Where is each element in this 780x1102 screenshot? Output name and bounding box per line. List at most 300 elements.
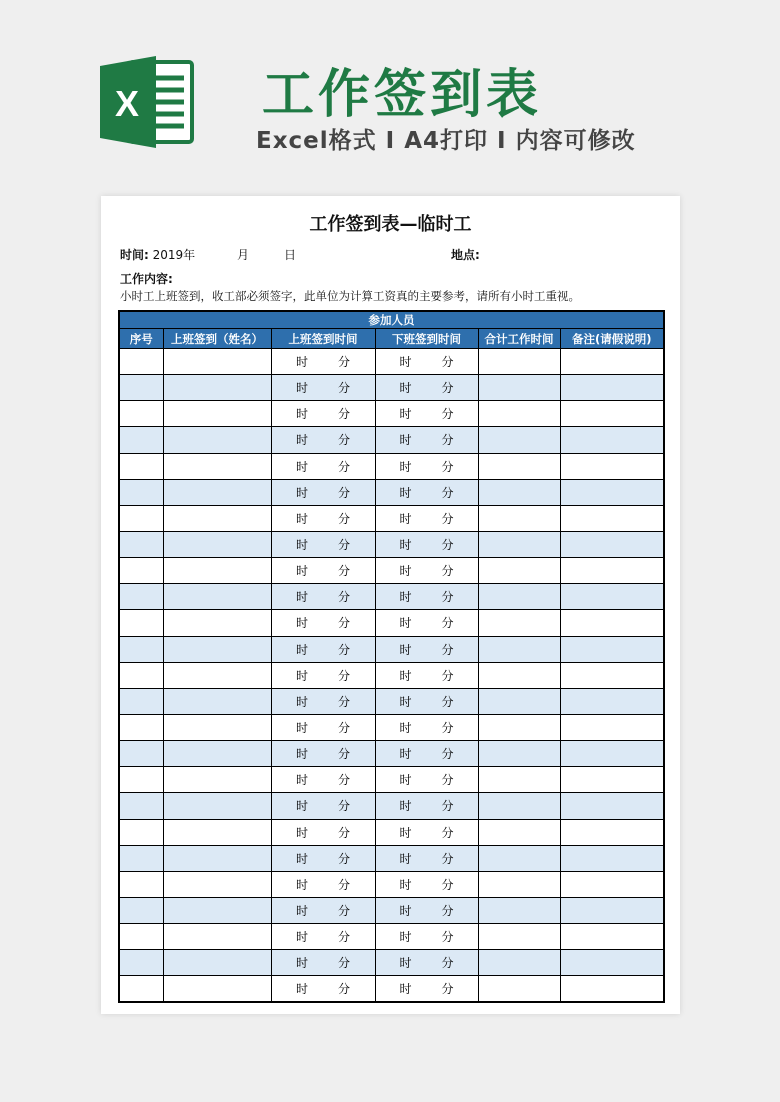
checkin-time-cell[interactable] xyxy=(271,636,375,662)
name-cell[interactable] xyxy=(163,845,271,871)
time-label: 时间: xyxy=(120,248,149,262)
minute-label: 分 xyxy=(338,485,351,500)
hour-label: 时 xyxy=(295,956,308,971)
checkin-time-cell[interactable] xyxy=(271,714,375,740)
remarks-cell[interactable] xyxy=(560,375,664,401)
checkout-time-cell[interactable] xyxy=(375,662,478,688)
checkout-time-cell[interactable] xyxy=(375,479,478,505)
hour-label: 时 xyxy=(399,773,412,788)
index-cell[interactable] xyxy=(119,375,163,401)
total-time-cell[interactable] xyxy=(478,950,560,976)
index-cell[interactable] xyxy=(119,741,163,767)
col-header-remarks: 备注(请假说明) xyxy=(560,329,664,349)
remarks-cell[interactable] xyxy=(560,741,664,767)
hour-label: 时 xyxy=(399,355,412,370)
index-cell[interactable] xyxy=(119,819,163,845)
total-time-cell[interactable] xyxy=(478,453,560,479)
checkin-time-cell[interactable] xyxy=(271,793,375,819)
minute-label: 分 xyxy=(338,538,351,553)
hour-label: 时 xyxy=(295,982,308,997)
minute-label: 分 xyxy=(441,459,454,474)
minute-label: 分 xyxy=(338,694,351,709)
total-time-cell[interactable] xyxy=(478,636,560,662)
minute-label: 分 xyxy=(338,877,351,892)
minute-label: 分 xyxy=(338,825,351,840)
checkin-time-cell[interactable] xyxy=(271,375,375,401)
index-cell[interactable] xyxy=(119,479,163,505)
name-cell[interactable] xyxy=(163,793,271,819)
index-cell[interactable] xyxy=(119,610,163,636)
hour-label: 时 xyxy=(295,773,308,788)
name-cell[interactable] xyxy=(163,453,271,479)
place-label xyxy=(451,246,480,263)
table-row xyxy=(119,401,664,427)
minute-label: 分 xyxy=(441,721,454,736)
remarks-cell[interactable] xyxy=(560,714,664,740)
col-header-name: 上班签到（姓名） xyxy=(163,329,271,349)
table-row xyxy=(119,845,664,871)
checkin-time-cell[interactable] xyxy=(271,584,375,610)
table-row xyxy=(119,584,664,610)
total-time-cell[interactable] xyxy=(478,897,560,923)
checkin-time-cell[interactable] xyxy=(271,767,375,793)
remarks-cell[interactable] xyxy=(560,401,664,427)
name-cell[interactable] xyxy=(163,688,271,714)
checkout-time-cell[interactable] xyxy=(375,871,478,897)
remarks-cell[interactable] xyxy=(560,558,664,584)
hour-label: 时 xyxy=(295,407,308,422)
minute-label: 分 xyxy=(441,694,454,709)
page-title: 工作签到表 xyxy=(262,65,543,125)
total-time-cell[interactable] xyxy=(478,349,560,375)
hour-label: 时 xyxy=(399,825,412,840)
table-row xyxy=(119,688,664,714)
hour-label: 时 xyxy=(295,381,308,396)
table-row xyxy=(119,871,664,897)
total-time-cell[interactable] xyxy=(478,662,560,688)
remarks-cell[interactable] xyxy=(560,479,664,505)
hour-label: 时 xyxy=(295,511,308,526)
table-row xyxy=(119,714,664,740)
hour-label: 时 xyxy=(399,485,412,500)
minute-label: 分 xyxy=(441,511,454,526)
col-header-total-time: 合计工作时间 xyxy=(478,329,560,349)
checkin-time-cell[interactable] xyxy=(271,349,375,375)
hour-label: 时 xyxy=(295,694,308,709)
total-time-cell[interactable] xyxy=(478,505,560,531)
table-row xyxy=(119,427,664,453)
index-cell[interactable] xyxy=(119,401,163,427)
hour-label: 时 xyxy=(399,851,412,866)
remarks-cell[interactable] xyxy=(560,897,664,923)
total-time-cell[interactable] xyxy=(478,610,560,636)
hour-label: 时 xyxy=(399,877,412,892)
minute-label: 分 xyxy=(441,355,454,370)
index-cell[interactable] xyxy=(119,349,163,375)
minute-label: 分 xyxy=(338,982,351,997)
checkout-time-cell[interactable] xyxy=(375,636,478,662)
total-time-cell[interactable] xyxy=(478,401,560,427)
remarks-cell[interactable] xyxy=(560,793,664,819)
index-cell[interactable] xyxy=(119,976,163,1002)
minute-label: 分 xyxy=(441,982,454,997)
time-row xyxy=(120,246,195,263)
minute-label: 分 xyxy=(441,747,454,762)
table-row xyxy=(119,636,664,662)
index-cell[interactable] xyxy=(119,767,163,793)
minute-label: 分 xyxy=(338,381,351,396)
hour-label: 时 xyxy=(399,904,412,919)
table-row xyxy=(119,662,664,688)
checkout-time-cell[interactable] xyxy=(375,714,478,740)
name-cell[interactable] xyxy=(163,427,271,453)
checkout-time-cell[interactable] xyxy=(375,584,478,610)
table-row xyxy=(119,950,664,976)
col-header-checkout-time: 下班签到时间 xyxy=(375,329,478,349)
table-row xyxy=(119,375,664,401)
total-time-cell[interactable] xyxy=(478,924,560,950)
remarks-cell[interactable] xyxy=(560,662,664,688)
index-cell[interactable] xyxy=(119,636,163,662)
minute-label: 分 xyxy=(338,747,351,762)
place-label-text: 地点: xyxy=(451,248,480,262)
name-cell[interactable] xyxy=(163,924,271,950)
index-cell[interactable] xyxy=(119,924,163,950)
hour-label: 时 xyxy=(295,721,308,736)
hour-label: 时 xyxy=(295,877,308,892)
table-body xyxy=(119,349,664,1003)
name-cell[interactable] xyxy=(163,976,271,1002)
minute-label: 分 xyxy=(338,904,351,919)
hour-label: 时 xyxy=(295,904,308,919)
index-cell[interactable] xyxy=(119,453,163,479)
checkout-time-cell[interactable] xyxy=(375,505,478,531)
minute-label: 分 xyxy=(441,538,454,553)
total-time-cell[interactable] xyxy=(478,375,560,401)
checkout-time-cell[interactable] xyxy=(375,741,478,767)
checkin-time-cell[interactable] xyxy=(271,505,375,531)
total-time-cell[interactable] xyxy=(478,558,560,584)
checkin-time-cell[interactable] xyxy=(271,871,375,897)
table-row xyxy=(119,610,664,636)
remarks-cell[interactable] xyxy=(560,924,664,950)
minute-label: 分 xyxy=(338,616,351,631)
checkin-time-cell[interactable] xyxy=(271,531,375,557)
checkin-time-cell[interactable] xyxy=(271,662,375,688)
index-cell[interactable] xyxy=(119,558,163,584)
hour-label: 时 xyxy=(295,433,308,448)
hour-label: 时 xyxy=(295,590,308,605)
total-time-cell[interactable] xyxy=(478,584,560,610)
hour-label: 时 xyxy=(295,642,308,657)
index-cell[interactable] xyxy=(119,505,163,531)
minute-label: 分 xyxy=(441,407,454,422)
minute-label: 分 xyxy=(338,799,351,814)
checkout-time-cell[interactable] xyxy=(375,950,478,976)
index-cell[interactable] xyxy=(119,793,163,819)
hour-label: 时 xyxy=(399,459,412,474)
table-row xyxy=(119,479,664,505)
minute-label: 分 xyxy=(338,930,351,945)
hour-label: 时 xyxy=(399,381,412,396)
hour-label: 时 xyxy=(399,956,412,971)
minute-label: 分 xyxy=(338,564,351,579)
hour-label: 时 xyxy=(399,799,412,814)
remarks-cell[interactable] xyxy=(560,819,664,845)
table-row xyxy=(119,976,664,1002)
name-cell[interactable] xyxy=(163,349,271,375)
table-row xyxy=(119,505,664,531)
name-cell[interactable] xyxy=(163,531,271,557)
name-cell[interactable] xyxy=(163,714,271,740)
name-cell[interactable] xyxy=(163,401,271,427)
minute-label: 分 xyxy=(441,381,454,396)
checkout-time-cell[interactable] xyxy=(375,688,478,714)
checkin-time-cell[interactable] xyxy=(271,453,375,479)
checkout-time-cell[interactable] xyxy=(375,349,478,375)
minute-label: 分 xyxy=(338,773,351,788)
checkout-time-cell[interactable] xyxy=(375,924,478,950)
total-time-cell[interactable] xyxy=(478,976,560,1002)
remarks-cell[interactable] xyxy=(560,636,664,662)
col-header-checkin-time: 上班签到时间 xyxy=(271,329,375,349)
table-row xyxy=(119,924,664,950)
total-time-cell[interactable] xyxy=(478,793,560,819)
minute-label: 分 xyxy=(338,590,351,605)
hour-label: 时 xyxy=(295,616,308,631)
minute-label: 分 xyxy=(441,877,454,892)
checkin-time-cell[interactable] xyxy=(271,819,375,845)
page-subtitle: Excel格式 I A4打印 I 内容可修改 xyxy=(256,128,636,154)
checkout-time-cell[interactable] xyxy=(375,427,478,453)
name-cell[interactable] xyxy=(163,897,271,923)
hour-label: 时 xyxy=(295,355,308,370)
hour-label: 时 xyxy=(295,799,308,814)
total-time-cell[interactable] xyxy=(478,427,560,453)
name-cell[interactable] xyxy=(163,375,271,401)
minute-label: 分 xyxy=(441,825,454,840)
hour-label: 时 xyxy=(399,747,412,762)
remarks-cell[interactable] xyxy=(560,610,664,636)
total-time-cell[interactable] xyxy=(478,845,560,871)
hour-label: 时 xyxy=(295,668,308,683)
remarks-cell[interactable] xyxy=(560,531,664,557)
index-cell[interactable] xyxy=(119,714,163,740)
table-row xyxy=(119,819,664,845)
minute-label: 分 xyxy=(441,616,454,631)
minute-label: 分 xyxy=(441,956,454,971)
total-time-cell[interactable] xyxy=(478,714,560,740)
document-title: 工作签到表—临时工 xyxy=(309,214,472,235)
total-time-cell[interactable] xyxy=(478,871,560,897)
checkin-time-cell[interactable] xyxy=(271,950,375,976)
name-cell[interactable] xyxy=(163,767,271,793)
total-time-cell[interactable] xyxy=(478,819,560,845)
minute-label: 分 xyxy=(338,721,351,736)
checkin-time-cell[interactable] xyxy=(271,976,375,1002)
table-row xyxy=(119,741,664,767)
minute-label: 分 xyxy=(338,642,351,657)
index-cell[interactable] xyxy=(119,871,163,897)
hour-label: 时 xyxy=(295,825,308,840)
hour-label: 时 xyxy=(295,485,308,500)
total-time-cell[interactable] xyxy=(478,741,560,767)
checkin-time-cell[interactable] xyxy=(271,688,375,714)
checkout-time-cell[interactable] xyxy=(375,531,478,557)
checkin-time-cell[interactable] xyxy=(271,479,375,505)
minute-label: 分 xyxy=(441,773,454,788)
checkout-time-cell[interactable] xyxy=(375,976,478,1002)
index-cell[interactable] xyxy=(119,845,163,871)
day-label: 日 xyxy=(284,248,297,262)
hour-label: 时 xyxy=(399,511,412,526)
minute-label: 分 xyxy=(441,485,454,500)
checkout-time-cell[interactable] xyxy=(375,375,478,401)
name-cell[interactable] xyxy=(163,479,271,505)
checkin-time-cell[interactable] xyxy=(271,610,375,636)
checkin-time-cell[interactable] xyxy=(271,427,375,453)
remarks-cell[interactable] xyxy=(560,505,664,531)
minute-label: 分 xyxy=(441,433,454,448)
hour-label: 时 xyxy=(295,851,308,866)
minute-label: 分 xyxy=(441,851,454,866)
name-cell[interactable] xyxy=(163,505,271,531)
minute-label: 分 xyxy=(441,930,454,945)
hour-label: 时 xyxy=(399,668,412,683)
checkout-time-cell[interactable] xyxy=(375,845,478,871)
total-time-cell[interactable] xyxy=(478,688,560,714)
checkin-time-cell[interactable] xyxy=(271,897,375,923)
index-cell[interactable] xyxy=(119,950,163,976)
minute-label: 分 xyxy=(441,590,454,605)
name-cell[interactable] xyxy=(163,636,271,662)
hour-label: 时 xyxy=(399,590,412,605)
index-cell[interactable] xyxy=(119,688,163,714)
hour-label: 时 xyxy=(399,407,412,422)
hour-label: 时 xyxy=(399,694,412,709)
remarks-cell[interactable] xyxy=(560,767,664,793)
checkout-time-cell[interactable] xyxy=(375,897,478,923)
hour-label: 时 xyxy=(399,564,412,579)
year-value: 2019年 xyxy=(152,248,196,262)
name-cell[interactable] xyxy=(163,819,271,845)
index-cell[interactable] xyxy=(119,531,163,557)
hour-label: 时 xyxy=(295,564,308,579)
minute-label: 分 xyxy=(338,851,351,866)
minute-label: 分 xyxy=(338,433,351,448)
checkout-time-cell[interactable] xyxy=(375,767,478,793)
remarks-cell[interactable] xyxy=(560,584,664,610)
minute-label: 分 xyxy=(441,564,454,579)
hour-label: 时 xyxy=(295,747,308,762)
minute-label: 分 xyxy=(338,956,351,971)
minute-label: 分 xyxy=(338,511,351,526)
minute-label: 分 xyxy=(338,668,351,683)
checkin-time-cell[interactable] xyxy=(271,401,375,427)
name-cell[interactable] xyxy=(163,662,271,688)
logo-letter: X xyxy=(114,83,140,124)
index-cell[interactable] xyxy=(119,584,163,610)
checkin-time-cell[interactable] xyxy=(271,741,375,767)
name-cell[interactable] xyxy=(163,610,271,636)
remarks-cell[interactable] xyxy=(560,349,664,375)
work-content-text: 小时工上班签到，收工部必须签字，此单位为计算工资真的主要参考，请所有小时工重视。 xyxy=(120,289,580,303)
index-cell[interactable] xyxy=(119,897,163,923)
table-row xyxy=(119,349,664,375)
hour-label: 时 xyxy=(399,721,412,736)
total-time-cell[interactable] xyxy=(478,479,560,505)
hour-label: 时 xyxy=(295,930,308,945)
name-cell[interactable] xyxy=(163,950,271,976)
remarks-cell[interactable] xyxy=(560,976,664,1002)
index-cell[interactable] xyxy=(119,662,163,688)
name-cell[interactable] xyxy=(163,741,271,767)
total-time-cell[interactable] xyxy=(478,767,560,793)
table-row xyxy=(119,558,664,584)
excel-logo-icon xyxy=(100,56,196,148)
remarks-cell[interactable] xyxy=(560,950,664,976)
remarks-cell[interactable] xyxy=(560,453,664,479)
table-row xyxy=(119,531,664,557)
remarks-cell[interactable] xyxy=(560,845,664,871)
col-header-index: 序号 xyxy=(119,329,163,349)
hour-label: 时 xyxy=(295,459,308,474)
checkin-time-cell[interactable] xyxy=(271,558,375,584)
banner xyxy=(0,0,780,190)
checkout-time-cell[interactable] xyxy=(375,401,478,427)
checkout-time-cell[interactable] xyxy=(375,793,478,819)
checkin-time-cell[interactable] xyxy=(271,845,375,871)
checkin-time-cell[interactable] xyxy=(271,924,375,950)
hour-label: 时 xyxy=(295,538,308,553)
table-row xyxy=(119,793,664,819)
checkout-time-cell[interactable] xyxy=(375,610,478,636)
work-content-label: 工作内容: xyxy=(120,272,173,286)
minute-label: 分 xyxy=(338,407,351,422)
name-cell[interactable] xyxy=(163,584,271,610)
name-cell[interactable] xyxy=(163,871,271,897)
checkout-time-cell[interactable] xyxy=(375,453,478,479)
minute-label: 分 xyxy=(441,668,454,683)
hour-label: 时 xyxy=(399,616,412,631)
minute-label: 分 xyxy=(441,799,454,814)
checkout-time-cell[interactable] xyxy=(375,819,478,845)
checkout-time-cell[interactable] xyxy=(375,558,478,584)
hour-label: 时 xyxy=(399,982,412,997)
table-row xyxy=(119,767,664,793)
minute-label: 分 xyxy=(338,355,351,370)
hour-label: 时 xyxy=(399,538,412,553)
month-label: 月 xyxy=(237,248,250,262)
remarks-cell[interactable] xyxy=(560,427,664,453)
index-cell[interactable] xyxy=(119,427,163,453)
sign-in-sheet xyxy=(101,196,680,1014)
minute-label: 分 xyxy=(441,904,454,919)
minute-label: 分 xyxy=(441,642,454,657)
remarks-cell[interactable] xyxy=(560,688,664,714)
hour-label: 时 xyxy=(399,930,412,945)
minute-label: 分 xyxy=(338,459,351,474)
total-time-cell[interactable] xyxy=(478,531,560,557)
table-row xyxy=(119,453,664,479)
group-header: 参加人员 xyxy=(119,311,664,329)
table-row xyxy=(119,897,664,923)
sign-in-table xyxy=(118,310,665,1003)
name-cell[interactable] xyxy=(163,558,271,584)
hour-label: 时 xyxy=(399,433,412,448)
hour-label: 时 xyxy=(399,642,412,657)
remarks-cell[interactable] xyxy=(560,871,664,897)
